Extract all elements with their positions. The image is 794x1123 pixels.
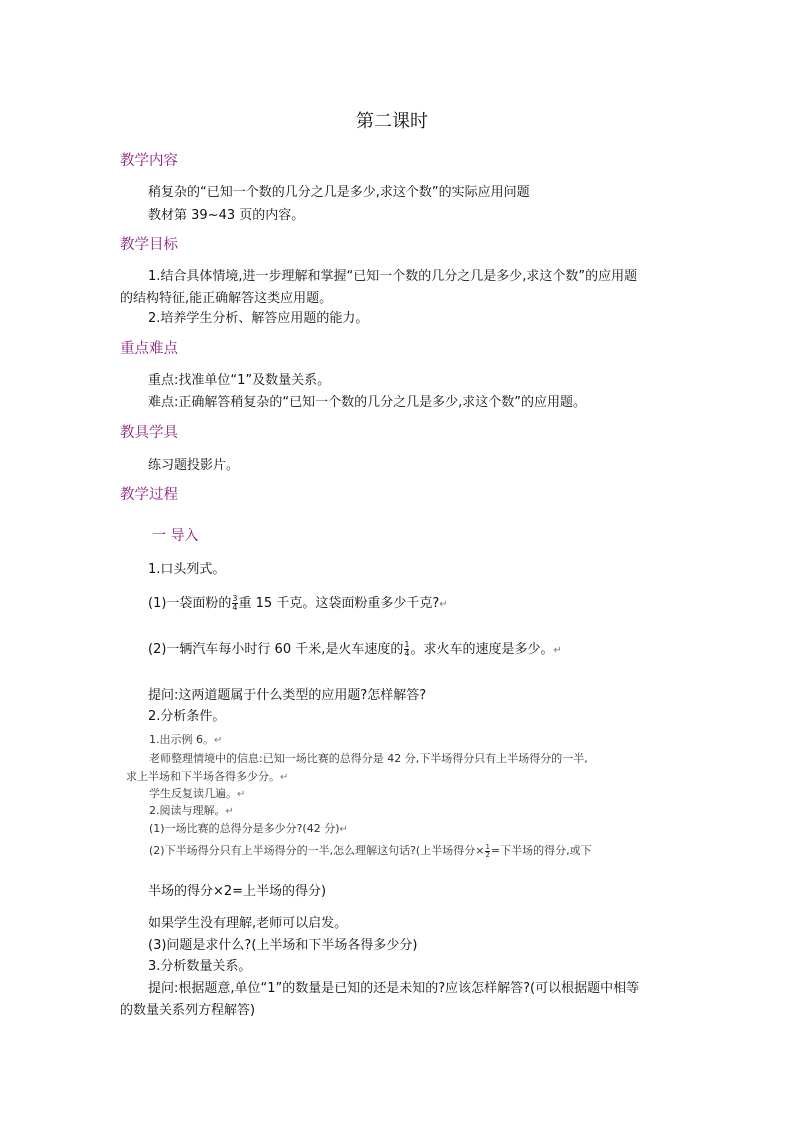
- question-1-text-a: (1)一袋面粉的: [148, 596, 232, 611]
- question-3: (3)问题是求什么?(上半场和下半场各得多少分): [148, 938, 418, 953]
- embedded-text: =下半场的得分,或下: [490, 844, 592, 857]
- fraction-numerator: 1: [485, 842, 490, 851]
- ask-1: 提问:这两道题属于什么类型的应用题?怎样解答?: [148, 688, 427, 703]
- embedded-text-line-1: [149, 731, 222, 747]
- intro-heading: 一 导入: [152, 528, 199, 544]
- embedded-text: 2.阅读与理解。: [149, 804, 226, 817]
- content-line-2: 教材第 39~43 页的内容。: [148, 208, 305, 223]
- embedded-text-line-7: [149, 842, 592, 859]
- embedded-text: 求上半场和下半场各得多少分。: [126, 770, 280, 783]
- embedded-text-line-5: [149, 802, 234, 818]
- return-mark: ↵: [280, 772, 289, 783]
- key-point: 重点:找准单位“1”及数量关系。: [148, 373, 331, 388]
- ask-2-line-1: 提问:根据题意,单位“1”的数量是已知的还是未知的?应该怎样解答?(可以根据题中相等: [148, 981, 640, 996]
- question-2: [148, 638, 562, 658]
- goal-2: 2.培养学生分析、解答应用题的能力。: [148, 311, 369, 326]
- goal-1-line-2: 的结构特征,能正确解答这类应用题。: [120, 291, 333, 306]
- embedded-text: (2)下半场得分只有上半场得分的一半,怎么理解这句话?(上半场得分×: [149, 844, 485, 857]
- return-mark: ↵: [339, 824, 348, 835]
- goal-1-line-1: 1.结合具体情境,进一步理解和掌握“已知一个数的几分之几是多少,求这个数”的应用题: [148, 269, 638, 284]
- embedded-text-line-2: 老师整理情境中的信息:已知一场比赛的总得分是 42 分,下半场得分只有上半场得分的一半,: [149, 752, 588, 765]
- page-title: 第二课时: [356, 111, 428, 132]
- fraction-denominator: 4: [232, 603, 238, 612]
- embedded-text-line-4: [149, 785, 245, 801]
- fraction: [404, 641, 409, 658]
- heading-key-points: 重点难点: [120, 341, 178, 357]
- embedded-text-line-3: [126, 768, 288, 784]
- return-mark: ↵: [237, 789, 246, 800]
- difficult-point: 难点:正确解答稍复杂的“已知一个数的几分之几是多少,求这个数”的应用题。: [148, 395, 586, 410]
- ask-2-line-2: 的数量关系列方程解答): [120, 1003, 256, 1018]
- content-line-1: 稍复杂的“已知一个数的几分之几是多少,求这个数”的实际应用问题: [148, 185, 530, 200]
- question-1: [148, 592, 448, 612]
- fraction-denominator: 4: [404, 649, 410, 658]
- heading-goals: 教学目标: [120, 237, 178, 253]
- return-mark: ↵: [214, 735, 223, 746]
- return-mark: ↵: [225, 806, 234, 817]
- analyze-title: 2.分析条件。: [148, 709, 226, 724]
- question-2-text-a: (2)一辆汽车每小时行 60 千米,是火车速度的: [148, 642, 404, 657]
- hint-text: 如果学生没有理解,老师可以启发。: [148, 916, 348, 931]
- oral-title: 1.口头列式。: [148, 562, 226, 577]
- embedded-text-line-6: [149, 820, 348, 836]
- return-mark: ↵: [439, 599, 448, 610]
- question-2-text-b: 。求火车的速度是多少。: [410, 642, 554, 657]
- embedded-text: 学生反复读几遍。: [149, 787, 237, 800]
- heading-process: 教学过程: [120, 487, 178, 503]
- question-1-text-b: 重 15 千克。这袋面粉重多少千克?: [238, 596, 440, 611]
- fraction-numerator: 3: [232, 594, 238, 603]
- fraction-numerator: 1: [404, 640, 410, 649]
- fraction: [232, 595, 237, 612]
- fraction: [485, 844, 489, 859]
- heading-content: 教学内容: [120, 153, 178, 169]
- embedded-text: 1.出示例 6。: [149, 733, 214, 746]
- return-mark: ↵: [553, 645, 562, 656]
- embedded-text: (1)一场比赛的总得分是多少分?(42 分): [149, 822, 340, 835]
- heading-tools: 教具学具: [120, 425, 178, 441]
- relation-title: 3.分析数量关系。: [148, 959, 252, 974]
- fraction-denominator: 2: [485, 850, 490, 859]
- tools-text: 练习题投影片。: [148, 458, 240, 473]
- continuation-line: 半场的得分×2=上半场的得分): [148, 884, 327, 899]
